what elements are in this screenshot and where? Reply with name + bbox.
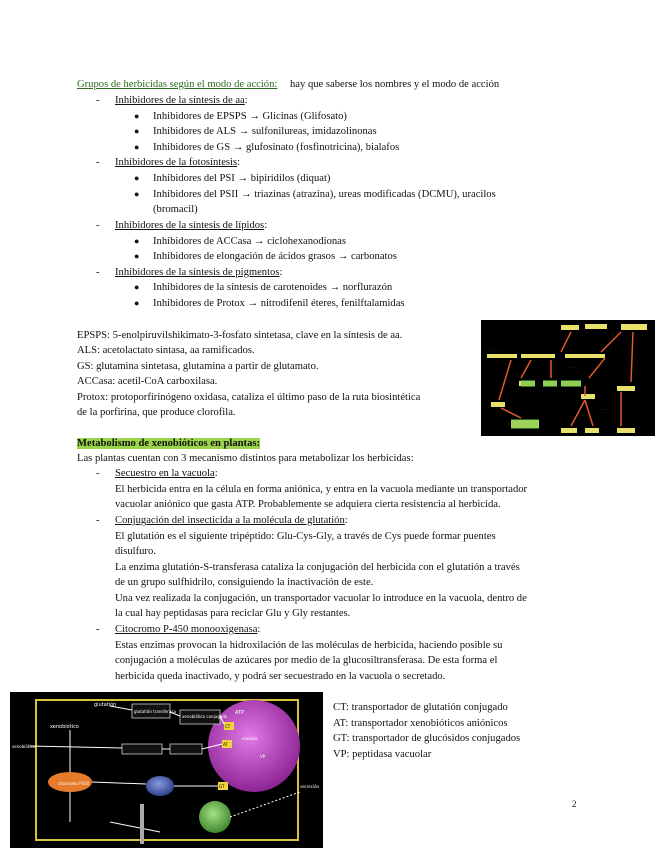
glossary-line: GS: glutamina sintetasa, glutamina a partir de glutamato. <box>77 361 319 372</box>
xenobiotic-metabolism-diagram <box>10 692 323 848</box>
legend-item: CT: transportador de glutatión conjugado <box>333 702 508 713</box>
green-vesicle <box>199 801 231 833</box>
legend-item: VP: peptidasa vacuolar <box>333 749 432 760</box>
legend-item: AT: transportador xenobióticos aniónicos <box>333 718 508 729</box>
paragraph-line: Una vez realizada la conjugación, un transportador vacuolar lo introduce en la vacuola, dentro de <box>115 593 527 604</box>
glossary-line: EPSPS: 5-enolpiruvilshikimato-3-fosfato sintetasa, clave en la síntesis de aa. <box>77 330 403 341</box>
section2-heading: Metabolismo de xenobióticos en plantas: <box>77 438 261 449</box>
paragraph-line: El glutatión es el siguiente tripéptido: Glu-Cys-Gly, a través de Cys puede formar puentes <box>115 531 496 542</box>
paragraph-line: la cual hay peptidasas para reciclar Glu y Gly restantes. <box>115 608 351 619</box>
svg-text:ATP: ATP <box>235 710 245 716</box>
paragraph-line: herbicida queda inactivado, y podrá ser secuestrado en la vacuola o secretado. <box>115 671 446 682</box>
svg-text:secreción: secreción <box>300 784 320 789</box>
svg-text:· · ·: · · · <box>541 407 546 411</box>
svg-text:GT: GT <box>219 784 225 789</box>
paragraph-line: de un grupo sulfhidrilo, consiguiendo la inactivación de este. <box>115 577 374 588</box>
paragraph-line: disulfuro. <box>115 546 156 557</box>
section1-note: hay que saberse los nombres y el modo de acción <box>290 79 500 90</box>
svg-text:xenobiótico: xenobiótico <box>12 744 36 749</box>
svg-text:xenobiótico conjugado: xenobiótico conjugado <box>182 714 228 719</box>
paragraph-line: vacuolar aniónico que gasta ATP. Probablemente se adquiera cierta resistencia al herbicida. <box>115 499 501 510</box>
paragraph-line: conjugación a moléculas de azúcares por medio de la glucosiltransferasa. De esta forma el <box>115 655 498 666</box>
blue-vesicle <box>146 776 174 796</box>
section1-heading-line <box>77 77 499 93</box>
legend-item: GT: transportador de glucósidos conjugados <box>333 733 521 744</box>
svg-text:glutatión transferasa: glutatión transferasa <box>134 709 176 714</box>
pathway-diagram-image <box>481 320 655 436</box>
list-item-continuation: (bromacil) <box>153 204 198 215</box>
svg-text:citocromo P450: citocromo P450 <box>58 781 90 786</box>
section1-heading: Grupos de herbicidas según el modo de acción: <box>77 79 278 90</box>
paragraph-line: La enzima glutatión-S-transferasa cataliza la conjugación del herbicida con el glutatión a través <box>115 562 520 573</box>
glossary-line: ACCasa: acetil-CoA carboxilasa. <box>77 376 218 387</box>
svg-text:vacuola: vacuola <box>242 736 258 741</box>
svg-text:VP: VP <box>260 754 266 759</box>
section2-intro: Las plantas cuentan con 3 mecanismo distintos para metabolizar los herbicidas: <box>77 453 414 464</box>
glossary-line: ALS: acetolactato sintasa, aa ramificados. <box>77 345 255 356</box>
svg-text:xenobiótico: xenobiótico <box>50 724 79 730</box>
svg-text:CT: CT <box>225 724 231 729</box>
svg-text:· · · · · · · ·: · · · · · · · · <box>487 348 502 352</box>
svg-text:AT: AT <box>223 742 228 747</box>
glossary-line: Protox: protoporfirinógeno oxidasa, cataliza el último paso de la ruta biosintética <box>77 392 421 403</box>
page-number: 2 <box>572 799 577 809</box>
glossary-line: de la porfirina, que produce clorofila. <box>77 407 236 418</box>
svg-text:· · · · · ·: · · · · · · <box>567 365 578 369</box>
svg-text:glutatión: glutatión <box>94 702 117 708</box>
paragraph-line: Estas enzimas provocan la hidroxilación de las moléculas de herbicida, haciendo posible su <box>115 640 503 651</box>
paragraph-line: El herbicida entra en la célula en forma aniónica, y entra en la vacuola mediante un transportador <box>115 484 528 495</box>
svg-text:· · · ·: · · · · <box>601 407 608 411</box>
